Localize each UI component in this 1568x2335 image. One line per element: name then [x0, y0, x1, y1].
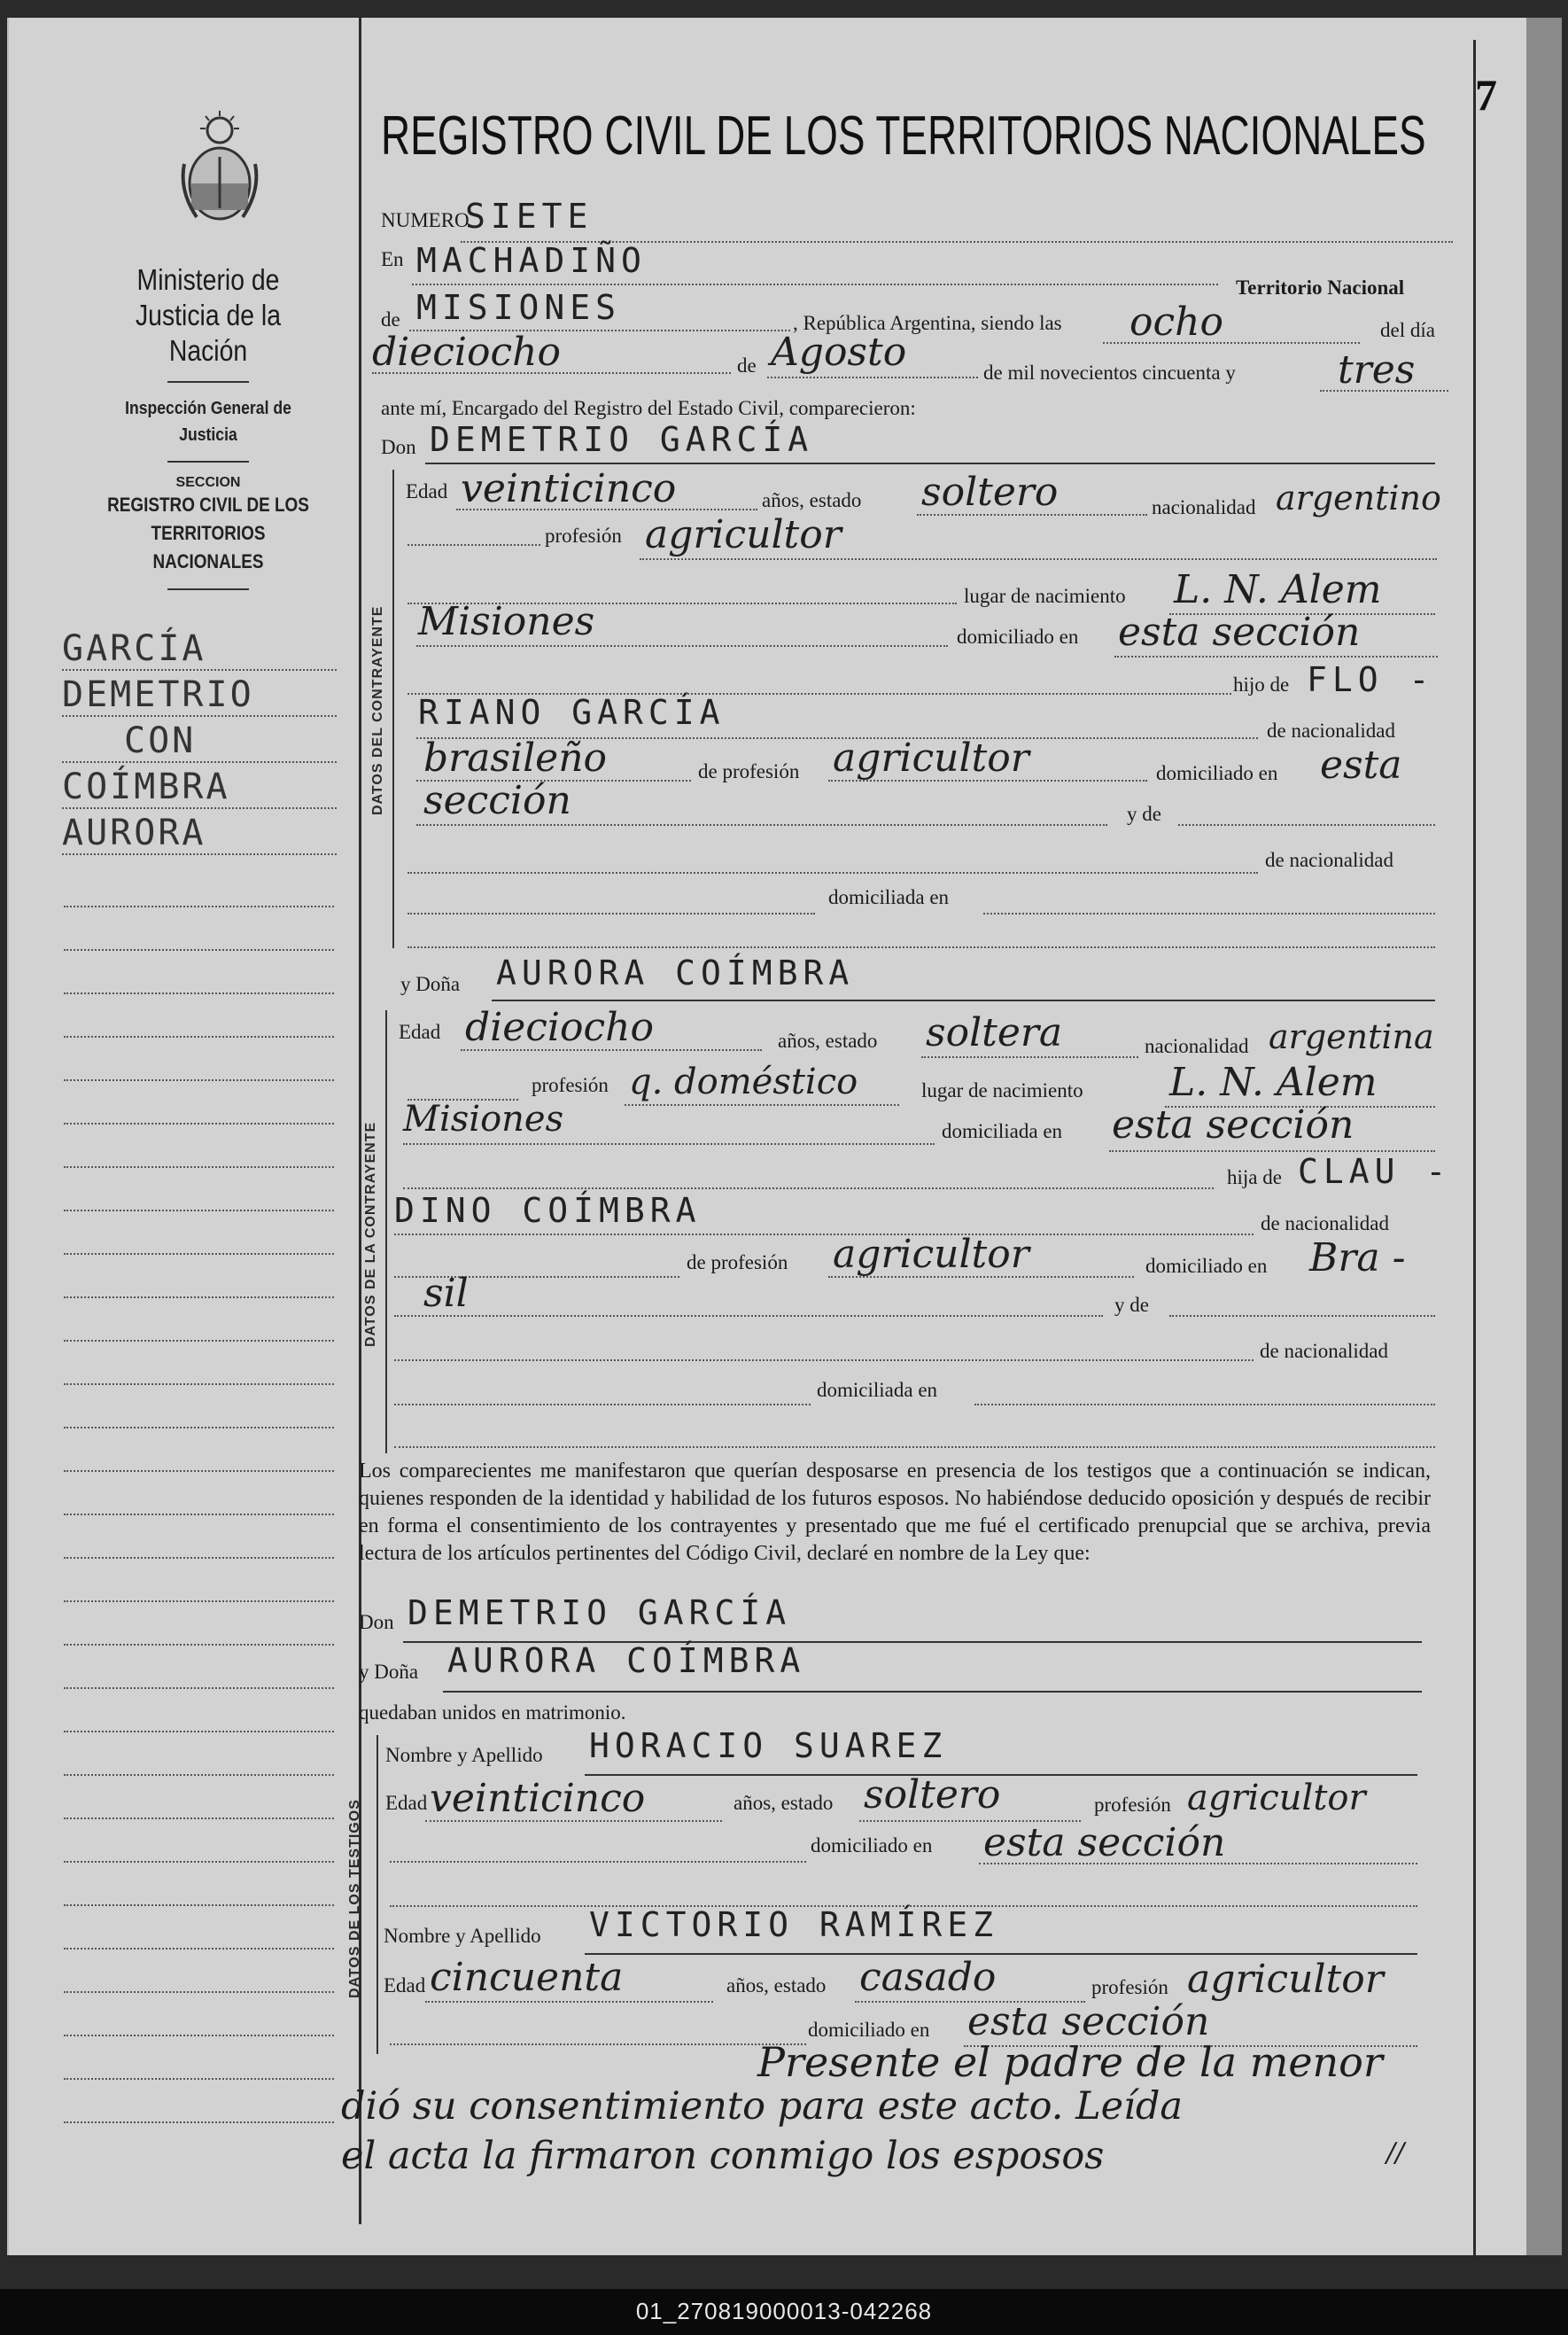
label-nombre-apellido: Nombre y Apellido: [385, 1744, 543, 1766]
value-mes: Agosto: [771, 330, 907, 375]
rule: [1114, 656, 1438, 658]
section-label: SECCION: [175, 475, 241, 490]
label-anos-estado: años, estado: [734, 1792, 834, 1814]
margin-rule: [64, 1646, 334, 1689]
bracket-contrayenta: [385, 1010, 387, 1453]
side-label-contrayente: DATOS DEL CONTRAYENTE: [370, 605, 385, 815]
rule: [403, 1187, 1214, 1189]
label-numero: NUMERO: [381, 209, 470, 231]
label-domiciliada: domiciliada en: [817, 1379, 938, 1401]
value-a-padre-prof: agricultor: [833, 1232, 1029, 1277]
label-domiciliado: domiciliado en: [808, 2019, 930, 2041]
margin-rule: [64, 1602, 334, 1646]
handwritten-note-end: //: [1386, 2137, 1405, 2168]
label-de-nacionalidad: de nacionalidad: [1261, 1212, 1389, 1234]
margin-rule: [64, 1342, 334, 1385]
margin-rule: [64, 864, 334, 907]
value-c-lugar: L. N. Alem: [1174, 567, 1382, 612]
rule: [416, 645, 948, 647]
value-anio: tres: [1338, 347, 1416, 393]
side-label-testigos: DATOS DE LOS TESTIGOS: [347, 1799, 362, 1998]
rule: [921, 1056, 1138, 1058]
label-profesion: profesión: [545, 525, 622, 547]
margin-rule: [64, 907, 334, 951]
label-territorio: Territorio Nacional: [1236, 276, 1405, 299]
handwritten-note-line-3: el acta la firmaron conmigo los esposos: [341, 2134, 1105, 2178]
label-de-profesion: de profesión: [687, 1251, 788, 1273]
value-a-estado: soltera: [926, 1010, 1063, 1055]
margin-rule: [64, 1298, 334, 1342]
rule: [394, 1359, 1254, 1361]
divider: [167, 588, 249, 590]
rule: [640, 558, 1437, 560]
label-domiciliado: domiciliado en: [1145, 1255, 1268, 1277]
value-c-edad: veinticinco: [461, 466, 677, 511]
value-t1-domicilio: esta sección: [983, 1820, 1226, 1865]
rule: [828, 1276, 1134, 1278]
rule: [425, 1820, 722, 1822]
value-c-padre-prof: agricultor: [833, 736, 1029, 781]
value-a-lugar2: Misiones: [403, 1099, 564, 1140]
rule: [625, 1104, 899, 1106]
margin-rule: [64, 2080, 334, 2123]
rule: [408, 913, 815, 915]
label-don: Don: [381, 436, 416, 458]
margin-rule: [64, 1993, 334, 2036]
margin-rule: [64, 1906, 334, 1950]
rule: [390, 1861, 806, 1863]
label-nacionalidad: nacionalidad: [1152, 496, 1256, 518]
margin-line: AURORA: [62, 809, 337, 855]
value-c-padre-nac: brasileño: [423, 736, 608, 781]
rule: [412, 284, 1218, 285]
label-nacionalidad: nacionalidad: [1145, 1035, 1249, 1057]
margin-rule: [64, 1125, 334, 1168]
margin-rule: [64, 1950, 334, 1993]
label-edad: Edad: [384, 1974, 426, 1996]
margin-rule: [64, 1559, 334, 1602]
rule: [390, 2043, 806, 2045]
label-hija-de: hija de: [1227, 1166, 1282, 1188]
value-contrayenta: AURORA COÍMBRA: [496, 953, 855, 992]
margin-line: GARCÍA: [62, 625, 337, 671]
value-numero: SIETE: [465, 197, 594, 236]
margin-line: DEMETRIO: [62, 671, 337, 717]
page-edge-shadow: [1526, 18, 1562, 2255]
label-don: Don: [359, 1611, 394, 1633]
margin-rule: [64, 1255, 334, 1298]
label-y-de: y de: [1127, 803, 1161, 825]
label-y-de: y de: [1114, 1294, 1149, 1316]
label-en: En: [381, 248, 404, 270]
rule: [1320, 390, 1448, 392]
margin-blank-lines: [64, 864, 334, 2123]
margin-rule: [64, 1472, 334, 1515]
rule: [394, 1404, 811, 1405]
rule: [828, 780, 1147, 782]
label-hijo-de: hijo de: [1233, 673, 1290, 696]
margin-rule: [64, 1428, 334, 1472]
rule: [403, 1143, 935, 1145]
value-a-padre-dom-a: Bra -: [1309, 1235, 1406, 1280]
label-de-nacionalidad: de nacionalidad: [1267, 720, 1395, 742]
page-number: 7: [1475, 70, 1497, 120]
label-profesion: profesión: [1091, 1976, 1168, 1998]
coat-of-arms-icon: [179, 111, 260, 228]
vertical-rule-right: [1473, 40, 1476, 2255]
margin-line: CON: [62, 717, 337, 763]
value-a-padre-b: DINO COÍMBRA: [394, 1191, 702, 1230]
rule: [408, 872, 1258, 874]
rule: [408, 544, 540, 546]
value-t1-nombre: HORACIO SUAREZ: [589, 1726, 948, 1765]
label-lugar-nac: lugar de nacimiento: [964, 585, 1126, 607]
label-edad: Edad: [385, 1792, 428, 1814]
rule: [917, 514, 1147, 516]
label-anos-estado: años, estado: [726, 1974, 827, 1996]
rule: [1178, 824, 1435, 826]
label-anos-estado: años, estado: [778, 1030, 878, 1052]
margin-rule: [64, 1819, 334, 1863]
margin-rule: [64, 1038, 334, 1081]
handwritten-note-line-2: dió su consentimiento para este acto. Leída: [341, 2084, 1183, 2129]
value-a-profesion: q. doméstico: [629, 1062, 858, 1102]
value-t2-nombre: VICTORIO RAMÍREZ: [589, 1905, 999, 1944]
ministry-block: [35, 262, 381, 603]
label-edad: Edad: [406, 480, 448, 502]
label-domiciliado: domiciliado en: [957, 626, 1079, 648]
margin-rule: [64, 1081, 334, 1125]
value-c-nacionalidad: argentino: [1276, 479, 1441, 518]
label-profesion: profesión: [1094, 1794, 1171, 1816]
label-domiciliado: domiciliado en: [811, 1834, 933, 1856]
rule: [443, 1691, 1422, 1693]
value-t2-profesion: agricultor: [1187, 1957, 1384, 2002]
label-ante-mi: ante mí, Encargado del Registro del Estado Civil, comparecieron:: [381, 397, 916, 419]
margin-rule: [64, 994, 334, 1038]
label-de: de: [381, 308, 400, 331]
margin-rule: [64, 1211, 334, 1255]
rule: [974, 1404, 1435, 1405]
margin-rule: [64, 1168, 334, 1211]
value-t2-estado: casado: [859, 1955, 997, 2000]
value-a-domicilio: esta sección: [1112, 1102, 1355, 1148]
value-a-nacionalidad: argentina: [1269, 1017, 1434, 1056]
rule: [461, 1049, 762, 1051]
value-t2-edad: cincuenta: [430, 1955, 624, 2000]
inspection-name: Inspección General de Justicia: [125, 399, 291, 445]
label-profesion: profesión: [532, 1074, 609, 1096]
label-de-nacionalidad: de nacionalidad: [1260, 1340, 1388, 1362]
margin-rule: [64, 2036, 334, 2080]
rule: [394, 1234, 1254, 1235]
value-localidad: MACHADIÑO: [416, 241, 647, 280]
rule: [1169, 1315, 1435, 1317]
margin-annotation: [62, 625, 337, 855]
label-domiciliada: domiciliada en: [828, 886, 950, 908]
value-c-padre-a: FLO -: [1307, 660, 1435, 699]
rule: [492, 1000, 1435, 1001]
value-a-lugar: L. N. Alem: [1169, 1060, 1378, 1105]
bracket-contrayente: [392, 470, 394, 948]
value-hora: ocho: [1129, 300, 1223, 345]
label-domiciliado: domiciliado en: [1156, 762, 1278, 784]
value-contrayente: DEMETRIO GARCÍA: [430, 420, 814, 459]
label-domiciliada: domiciliada en: [942, 1120, 1063, 1142]
scan-file-id: 01_270819000013-042268: [635, 2298, 933, 2324]
rule: [983, 913, 1435, 915]
label-lugar-nac: lugar de nacimiento: [921, 1079, 1083, 1101]
margin-rule: [64, 1689, 334, 1732]
section-name: REGISTRO CIVIL DE LOS TERRITORIOS NACIONALES: [107, 494, 309, 572]
margin-rule: [64, 1385, 334, 1428]
rule: [416, 824, 1107, 826]
rule: [394, 1315, 1103, 1317]
rule: [585, 1774, 1417, 1776]
label-republica: , República Argentina, siendo las: [793, 312, 1062, 334]
label-de-profesion: de profesión: [698, 760, 800, 782]
rule: [979, 1863, 1417, 1864]
divider: [167, 461, 249, 463]
label-quedaban: quedaban unidos en matrimonio.: [359, 1701, 626, 1724]
value-t1-edad: veinticinco: [430, 1776, 646, 1821]
value-decl-dona: AURORA COÍMBRA: [447, 1641, 806, 1680]
label-mil-novecientos: de mil novecientos cincuenta y: [983, 362, 1236, 384]
margin-rule: [64, 1776, 334, 1819]
label-anos-estado: años, estado: [762, 489, 862, 511]
bracket-testigos: [376, 1735, 378, 2054]
rule: [425, 2001, 713, 2003]
value-t1-estado: soltero: [864, 1772, 1001, 1817]
rule: [767, 377, 978, 378]
value-c-estado: soltero: [921, 470, 1059, 515]
rule: [425, 463, 1435, 464]
label-de-nacionalidad: de nacionalidad: [1265, 849, 1393, 871]
ministry-name: Ministerio de Justicia de la Nación: [135, 263, 282, 367]
value-c-profesion: agricultor: [645, 512, 842, 557]
label-del-dia: del día: [1380, 319, 1435, 341]
margin-rule: [64, 1863, 334, 1906]
value-decl-don: DEMETRIO GARCÍA: [408, 1593, 792, 1632]
value-c-domicilio: esta sección: [1118, 610, 1361, 655]
handwritten-note-line-1: Presente el padre de la menor: [757, 2038, 1383, 2086]
label-de-mes: de: [737, 354, 757, 377]
margin-rule: [64, 951, 334, 994]
rule: [394, 1446, 1435, 1448]
label-y-dona: y Doña: [400, 973, 461, 995]
form-title: REGISTRO CIVIL DE LOS TERRITORIOS NACIONALES: [381, 105, 1426, 167]
margin-line: COÍMBRA: [62, 763, 337, 809]
value-a-padre-a: CLAU -: [1298, 1152, 1452, 1191]
value-t2-domicilio: esta sección: [967, 1999, 1210, 2044]
label-nombre-apellido: Nombre y Apellido: [384, 1925, 541, 1947]
value-a-edad: dieciocho: [465, 1005, 654, 1050]
margin-rule: [64, 1515, 334, 1559]
divider: [167, 381, 249, 383]
value-c-padre-dom-a: esta: [1320, 743, 1402, 788]
declaration-paragraph: Los comparecientes me manifestaron que querían desposarse en presencia de los testigos que a continuación se indican, quienes responden de la identidad y habilidad de los futuros esposos. No habiéndose deducido oposición y después de recibir en forma el consentimiento de los contrayentes y presentado que me fué el certificado prenupcial que se archiva, previa lectura de los artículos pertinentes del Código Civil, declaré en nombre de la Ley que:: [359, 1459, 1431, 1565]
value-c-lugar2: Misiones: [418, 599, 595, 644]
value-c-padre-dom-b: sección: [423, 778, 571, 823]
rule: [585, 1953, 1417, 1955]
rule: [456, 509, 757, 510]
rule: [1103, 342, 1360, 344]
value-t1-profesion: agricultor: [1187, 1778, 1366, 1818]
margin-rule: [64, 1732, 334, 1776]
rule: [408, 946, 1435, 948]
value-dia: dieciocho: [372, 330, 561, 375]
value-a-padre-dom-b: sil: [423, 1271, 469, 1316]
side-label-contrayenta: DATOS DE LA CONTRAYENTE: [363, 1121, 378, 1347]
value-territorio: MISIONES: [416, 288, 622, 327]
value-c-padre-b: RIANO GARCÍA: [418, 693, 726, 732]
rule: [372, 372, 731, 374]
label-edad: Edad: [399, 1021, 441, 1043]
label-y-dona: y Doña: [359, 1661, 419, 1683]
